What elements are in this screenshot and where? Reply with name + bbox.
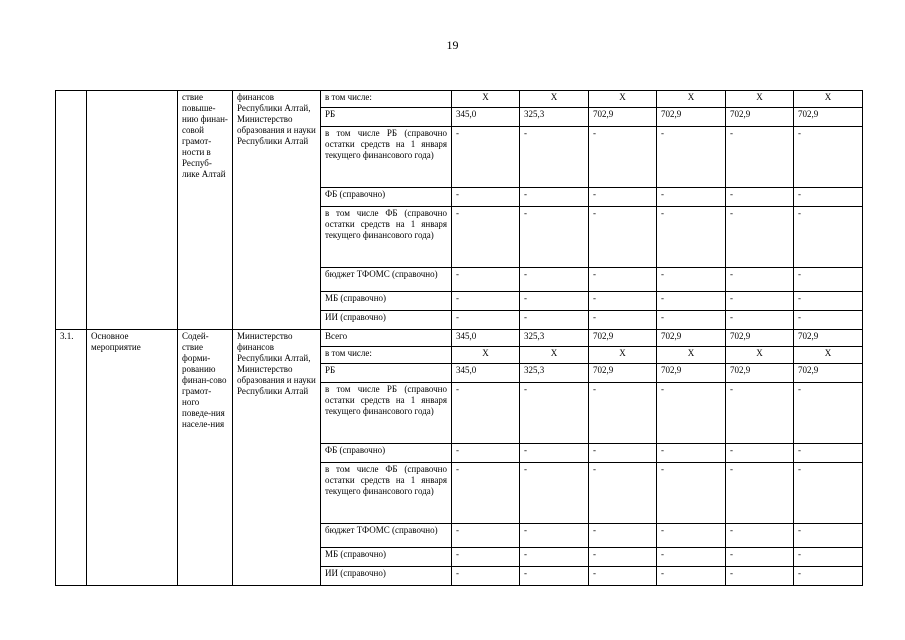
amount-value: - xyxy=(593,189,596,199)
amount-value: 702,9 xyxy=(798,365,819,375)
amount-value: - xyxy=(798,568,801,578)
amount-cell xyxy=(520,347,589,364)
amount-cell xyxy=(794,311,863,330)
amount-cell xyxy=(452,268,520,292)
amount-value: - xyxy=(730,312,733,322)
amount-cell xyxy=(794,567,863,586)
status-cell xyxy=(87,91,178,330)
amount-cell xyxy=(452,207,520,268)
amount-cell xyxy=(589,347,657,364)
amount-cell xyxy=(726,364,794,383)
amount-value: - xyxy=(730,525,733,535)
funding-source-cell xyxy=(321,524,452,548)
table-row xyxy=(56,330,863,347)
amount-value: - xyxy=(524,568,527,578)
amount-value: Х xyxy=(687,348,695,358)
executor-cell xyxy=(233,91,321,330)
amount-value: - xyxy=(593,128,596,138)
amount-cell xyxy=(589,91,657,108)
amount-value: Х xyxy=(619,348,626,358)
amount-value: - xyxy=(661,445,664,455)
amount-cell xyxy=(589,383,657,444)
amount-cell xyxy=(657,524,726,548)
amount-value: 345,0 xyxy=(456,331,477,341)
amount-value: Х xyxy=(482,348,489,358)
funding-source-cell xyxy=(321,207,452,268)
amount-cell xyxy=(452,444,520,463)
amount-value: - xyxy=(456,208,459,218)
amount-value: - xyxy=(798,445,801,455)
amount-cell xyxy=(452,347,520,364)
executor-cell xyxy=(233,330,321,586)
row-number-cell xyxy=(56,91,87,330)
amount-cell xyxy=(794,268,863,292)
amount-value: 702,9 xyxy=(730,365,751,375)
amount-value: - xyxy=(730,269,733,279)
amount-value: 325,3 xyxy=(524,109,545,119)
funding-source-cell xyxy=(321,108,452,127)
funding-source-cell xyxy=(321,188,452,207)
amount-value: - xyxy=(456,568,459,578)
amount-value: - xyxy=(456,445,459,455)
executor-text: финансов Республики Алтай, Министерство образования и науки Республики Алтай xyxy=(237,92,316,146)
amount-value: - xyxy=(730,549,733,559)
amount-value: - xyxy=(593,568,596,578)
amount-value: - xyxy=(456,189,459,199)
funding-source-label: ФБ (справочно) xyxy=(325,445,386,455)
amount-cell xyxy=(452,108,520,127)
amount-cell xyxy=(520,383,589,444)
amount-cell xyxy=(589,567,657,586)
amount-value: Х xyxy=(824,92,832,102)
amount-value: - xyxy=(661,568,664,578)
amount-value: Х xyxy=(619,92,626,102)
funding-source-label: РБ xyxy=(325,365,336,375)
amount-cell xyxy=(657,548,726,567)
row-number-cell xyxy=(56,330,87,586)
amount-value: Х xyxy=(824,348,832,358)
amount-value: 702,9 xyxy=(593,331,614,341)
funding-source-cell xyxy=(321,91,452,108)
amount-value: - xyxy=(661,208,664,218)
amount-cell xyxy=(726,108,794,127)
amount-cell xyxy=(726,548,794,567)
amount-value: - xyxy=(593,293,596,303)
amount-cell xyxy=(726,311,794,330)
amount-value: - xyxy=(456,464,459,474)
funding-source-label: в том числе ФБ (справочно остатки средств на 1 января текущего финансового года) xyxy=(325,464,447,496)
task-name-text: Содей-ствие форми-рованию финан-сово грамот-ного поведе-ния населе-ния xyxy=(182,331,227,429)
funding-source-label: в том числе РБ (справочно остатки средств на 1 января текущего финансового года) xyxy=(325,128,447,160)
amount-cell xyxy=(452,292,520,311)
amount-cell xyxy=(794,330,863,347)
amount-value: Х xyxy=(550,348,558,358)
funding-source-cell xyxy=(321,463,452,524)
amount-value: - xyxy=(730,445,733,455)
amount-cell xyxy=(452,364,520,383)
amount-value: - xyxy=(730,128,733,138)
amount-value: - xyxy=(798,128,801,138)
amount-value: - xyxy=(456,293,459,303)
amount-value: - xyxy=(730,568,733,578)
amount-value: - xyxy=(661,293,664,303)
funding-source-label: РБ xyxy=(325,109,336,119)
amount-value: 325,3 xyxy=(524,365,545,375)
task-name-text: ствие повыше-нию финан-совой грамот-ности в Респуб-лике Алтай xyxy=(182,92,228,179)
amount-value: - xyxy=(593,312,596,322)
amount-value: Х xyxy=(756,348,763,358)
amount-cell xyxy=(657,463,726,524)
amount-value: - xyxy=(730,293,733,303)
amount-cell xyxy=(589,444,657,463)
amount-cell xyxy=(794,127,863,188)
funding-source-cell xyxy=(321,127,452,188)
amount-cell xyxy=(589,108,657,127)
funding-source-label: МБ (справочно) xyxy=(325,293,387,303)
funding-source-cell xyxy=(321,567,452,586)
amount-cell xyxy=(589,463,657,524)
funding-source-label: в том числе: xyxy=(325,348,372,358)
amount-value: - xyxy=(798,189,801,199)
amount-cell xyxy=(520,444,589,463)
amount-value: - xyxy=(593,208,596,218)
funding-source-cell xyxy=(321,383,452,444)
amount-value: - xyxy=(593,384,596,394)
amount-cell xyxy=(452,567,520,586)
amount-value: - xyxy=(593,445,596,455)
amount-cell xyxy=(657,91,726,108)
funding-source-label: в том числе ФБ (справочно остатки средств на 1 января текущего финансового года) xyxy=(325,208,447,240)
amount-value: - xyxy=(524,384,527,394)
amount-value: 702,9 xyxy=(593,365,614,375)
amount-cell xyxy=(520,188,589,207)
amount-value: - xyxy=(798,293,801,303)
amount-cell xyxy=(520,524,589,548)
status-text: Основное мероприятие xyxy=(91,331,141,352)
amount-value: - xyxy=(798,312,801,322)
amount-cell xyxy=(520,463,589,524)
amount-cell xyxy=(589,268,657,292)
amount-value: - xyxy=(730,208,733,218)
funding-source-cell xyxy=(321,444,452,463)
amount-cell xyxy=(589,127,657,188)
amount-value: 702,9 xyxy=(661,365,682,375)
amount-value: - xyxy=(798,525,801,535)
funding-source-label: ИИ (справочно) xyxy=(325,568,386,578)
funding-source-cell xyxy=(321,548,452,567)
amount-cell xyxy=(657,108,726,127)
amount-value: - xyxy=(524,269,527,279)
amount-cell xyxy=(520,364,589,383)
funding-source-label: бюджет ТФОМС (справочно) xyxy=(325,269,438,279)
amount-value: - xyxy=(730,384,733,394)
amount-cell xyxy=(726,347,794,364)
amount-value: - xyxy=(524,525,527,535)
amount-cell xyxy=(452,383,520,444)
amount-cell xyxy=(794,524,863,548)
table-body xyxy=(56,91,863,586)
funding-source-label: в том числе: xyxy=(325,92,372,102)
task-name-cell xyxy=(178,330,233,586)
amount-value: 702,9 xyxy=(730,331,751,341)
funding-source-label: ИИ (справочно) xyxy=(325,312,386,322)
amount-value: - xyxy=(524,189,527,199)
amount-cell xyxy=(657,207,726,268)
amount-value: - xyxy=(730,189,733,199)
amount-cell xyxy=(794,108,863,127)
amount-value: Х xyxy=(482,92,489,102)
amount-cell xyxy=(794,347,863,364)
amount-value: - xyxy=(661,525,664,535)
amount-value: - xyxy=(524,208,527,218)
amount-value: - xyxy=(456,549,459,559)
amount-value: 702,9 xyxy=(661,331,682,341)
task-name-cell xyxy=(178,91,233,330)
amount-value: 702,9 xyxy=(661,109,682,119)
amount-value: - xyxy=(524,549,527,559)
amount-cell xyxy=(657,127,726,188)
amount-cell xyxy=(726,567,794,586)
amount-cell xyxy=(657,383,726,444)
amount-value: 702,9 xyxy=(798,331,819,341)
amount-value: - xyxy=(661,384,664,394)
amount-cell xyxy=(452,524,520,548)
amount-cell xyxy=(726,188,794,207)
amount-value: 345,0 xyxy=(456,109,477,119)
amount-value: - xyxy=(456,269,459,279)
amount-value: Х xyxy=(550,92,558,102)
amount-cell xyxy=(726,463,794,524)
amount-cell xyxy=(589,311,657,330)
amount-value: - xyxy=(456,384,459,394)
amount-cell xyxy=(794,364,863,383)
amount-value: Х xyxy=(756,92,763,102)
amount-cell xyxy=(726,292,794,311)
amount-cell xyxy=(520,207,589,268)
amount-value: - xyxy=(524,312,527,322)
amount-cell xyxy=(520,567,589,586)
amount-value: 702,9 xyxy=(593,109,614,119)
amount-value: - xyxy=(661,269,664,279)
amount-cell xyxy=(520,548,589,567)
amount-cell xyxy=(520,91,589,108)
amount-cell xyxy=(726,330,794,347)
amount-value: - xyxy=(798,384,801,394)
funding-source-cell xyxy=(321,268,452,292)
table-row xyxy=(56,91,863,108)
amount-cell xyxy=(726,207,794,268)
amount-cell xyxy=(520,108,589,127)
amount-cell xyxy=(520,330,589,347)
amount-cell xyxy=(726,268,794,292)
amount-cell xyxy=(657,188,726,207)
amount-cell xyxy=(657,268,726,292)
amount-cell xyxy=(452,188,520,207)
amount-cell xyxy=(657,292,726,311)
amount-cell xyxy=(794,207,863,268)
amount-cell xyxy=(657,567,726,586)
amount-cell xyxy=(589,548,657,567)
amount-cell xyxy=(726,444,794,463)
amount-value: Х xyxy=(687,92,695,102)
amount-cell xyxy=(726,91,794,108)
amount-cell xyxy=(452,463,520,524)
amount-value: - xyxy=(524,293,527,303)
amount-cell xyxy=(794,91,863,108)
amount-cell xyxy=(794,444,863,463)
amount-cell xyxy=(726,524,794,548)
amount-cell xyxy=(452,127,520,188)
amount-value: 345,0 xyxy=(456,365,477,375)
amount-cell xyxy=(794,463,863,524)
amount-value: - xyxy=(456,128,459,138)
amount-cell xyxy=(657,347,726,364)
amount-value: 702,9 xyxy=(798,109,819,119)
funding-source-label: бюджет ТФОМС (справочно) xyxy=(325,525,438,535)
amount-value: - xyxy=(456,525,459,535)
amount-value: - xyxy=(524,464,527,474)
amount-value: - xyxy=(524,128,527,138)
amount-cell xyxy=(657,444,726,463)
amount-cell xyxy=(589,188,657,207)
funding-source-label: Всего xyxy=(325,331,348,341)
executor-text: Министерство финансов Республики Алтай, Министерство образования и науки Республики Алтай xyxy=(237,331,316,396)
amount-value: - xyxy=(798,549,801,559)
funding-source-label: ФБ (справочно) xyxy=(325,189,386,199)
amount-cell xyxy=(520,127,589,188)
amount-value: - xyxy=(730,464,733,474)
amount-value: - xyxy=(798,464,801,474)
amount-value: - xyxy=(456,312,459,322)
funding-source-cell xyxy=(321,364,452,383)
amount-value: - xyxy=(593,525,596,535)
amount-cell xyxy=(794,188,863,207)
amount-cell xyxy=(589,524,657,548)
funding-source-cell xyxy=(321,330,452,347)
amount-cell xyxy=(452,548,520,567)
amount-value: - xyxy=(798,269,801,279)
amount-value: - xyxy=(661,312,664,322)
amount-cell xyxy=(589,207,657,268)
amount-cell xyxy=(452,330,520,347)
amount-cell xyxy=(657,330,726,347)
page-number: 19 xyxy=(446,38,459,52)
amount-cell xyxy=(520,311,589,330)
amount-cell xyxy=(452,91,520,108)
amount-cell xyxy=(657,364,726,383)
amount-value: - xyxy=(798,208,801,218)
funding-source-cell xyxy=(321,292,452,311)
amount-cell xyxy=(589,292,657,311)
funding-source-label: МБ (справочно) xyxy=(325,549,387,559)
amount-cell xyxy=(794,383,863,444)
funding-source-cell xyxy=(321,311,452,330)
row-number-text: 3.1. xyxy=(60,331,74,341)
amount-value: - xyxy=(593,464,596,474)
amount-value: 702,9 xyxy=(730,109,751,119)
amount-cell xyxy=(726,383,794,444)
amount-value: - xyxy=(593,549,596,559)
amount-cell xyxy=(520,268,589,292)
funding-source-label: в том числе РБ (справочно остатки средств на 1 января текущего финансового года) xyxy=(325,384,447,416)
amount-cell xyxy=(794,292,863,311)
amount-cell xyxy=(794,548,863,567)
amount-cell xyxy=(452,311,520,330)
amount-value: - xyxy=(593,269,596,279)
amount-value: - xyxy=(661,549,664,559)
amount-value: 325,3 xyxy=(524,331,545,341)
amount-value: - xyxy=(661,189,664,199)
funding-source-cell xyxy=(321,347,452,364)
amount-value: - xyxy=(661,128,664,138)
amount-cell xyxy=(657,311,726,330)
amount-value: - xyxy=(524,445,527,455)
amount-cell xyxy=(726,127,794,188)
budget-table xyxy=(55,90,863,586)
amount-cell xyxy=(520,292,589,311)
status-cell xyxy=(87,330,178,586)
amount-cell xyxy=(589,364,657,383)
amount-cell xyxy=(589,330,657,347)
amount-value: - xyxy=(661,464,664,474)
